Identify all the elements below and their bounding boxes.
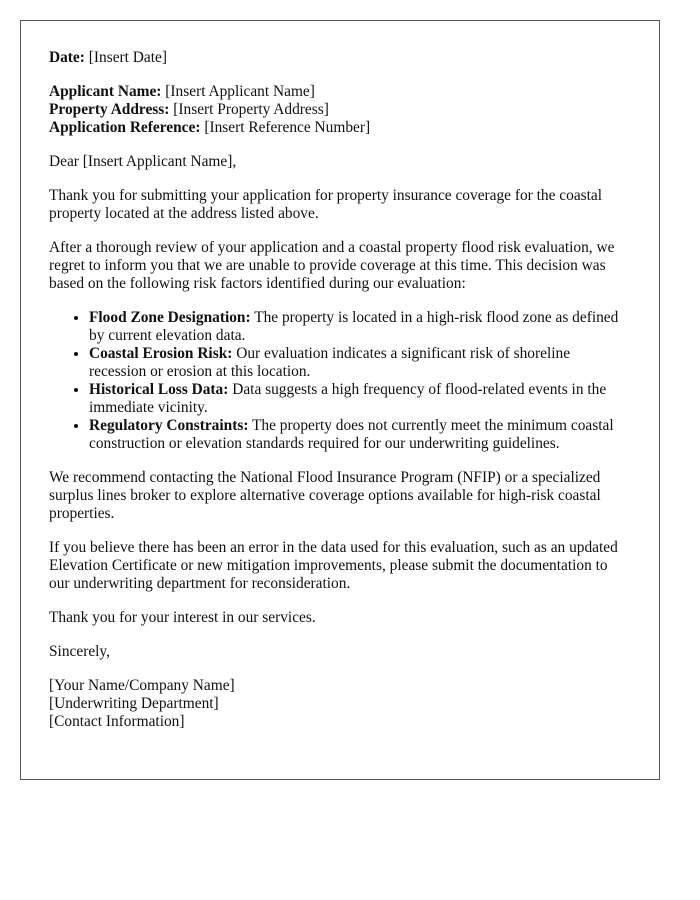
risk-factor-text: The property does not currently meet the minimum coastal construction or elevation standards required for our underwriting guidelines. bbox=[89, 417, 614, 452]
risk-factor-title: Flood Zone Designation: bbox=[89, 309, 251, 326]
applicant-name-label: Applicant Name: bbox=[49, 83, 162, 100]
application-reference-line bbox=[49, 119, 631, 137]
risk-factor-title: Historical Loss Data: bbox=[89, 381, 229, 398]
risk-factor-text: Data suggests a high frequency of flood-related events in the immediate vicinity. bbox=[89, 381, 607, 416]
reconsideration-paragraph: If you believe there has been an error in the data used for this evaluation, such as an updated Elevation Certificate or new mitigation improvements, please submit the documentation to our underwriting department for reconsideration. bbox=[49, 539, 618, 592]
thanks-paragraph: Thank you for your interest in our services. bbox=[49, 609, 316, 626]
risk-factor-item bbox=[89, 381, 631, 417]
signature-name: [Your Name/Company Name] bbox=[49, 677, 235, 694]
applicant-name-value: [Insert Applicant Name] bbox=[165, 83, 315, 100]
applicant-name-line bbox=[49, 83, 631, 101]
decision-paragraph: After a thorough review of your application and a coastal property flood risk evaluation, we regret to inform you that we are unable to provide coverage at this time. This decision was based on the following risk factors identified during our evaluation: bbox=[49, 239, 615, 292]
date-label: Date: bbox=[49, 49, 85, 66]
signature-contact: [Contact Information] bbox=[49, 713, 185, 730]
risk-factor-title: Coastal Erosion Risk: bbox=[89, 345, 233, 362]
applicant-info-block bbox=[49, 83, 631, 137]
application-reference-label: Application Reference: bbox=[49, 119, 201, 136]
risk-factor-item bbox=[89, 309, 631, 345]
risk-factor-item bbox=[89, 417, 631, 453]
signature-block bbox=[49, 677, 631, 731]
property-address-line bbox=[49, 101, 631, 119]
property-address-label: Property Address: bbox=[49, 101, 170, 118]
risk-factor-item bbox=[89, 345, 631, 381]
letter bbox=[20, 20, 660, 780]
salutation: Dear [Insert Applicant Name], bbox=[49, 153, 237, 170]
risk-factor-list bbox=[49, 309, 631, 453]
risk-factor-text: The property is located in a high-risk flood zone as defined by current elevation data. bbox=[89, 309, 619, 344]
date-block bbox=[49, 49, 631, 67]
recommendation-paragraph: We recommend contacting the National Flood Insurance Program (NFIP) or a specialized surplus lines broker to explore alternative coverage options available for high-risk coastal properties. bbox=[49, 469, 601, 522]
risk-factor-text: Our evaluation indicates a significant risk of shoreline recession or erosion at this location. bbox=[89, 345, 571, 380]
risk-factor-title: Regulatory Constraints: bbox=[89, 417, 249, 434]
intro-paragraph: Thank you for submitting your application for property insurance coverage for the coastal property located at the address listed above. bbox=[49, 187, 603, 222]
sign-off: Sincerely, bbox=[49, 643, 110, 660]
signature-department: [Underwriting Department] bbox=[49, 695, 219, 712]
date-value: [Insert Date] bbox=[88, 49, 167, 66]
property-address-value: [Insert Property Address] bbox=[173, 101, 329, 118]
application-reference-value: [Insert Reference Number] bbox=[204, 119, 371, 136]
